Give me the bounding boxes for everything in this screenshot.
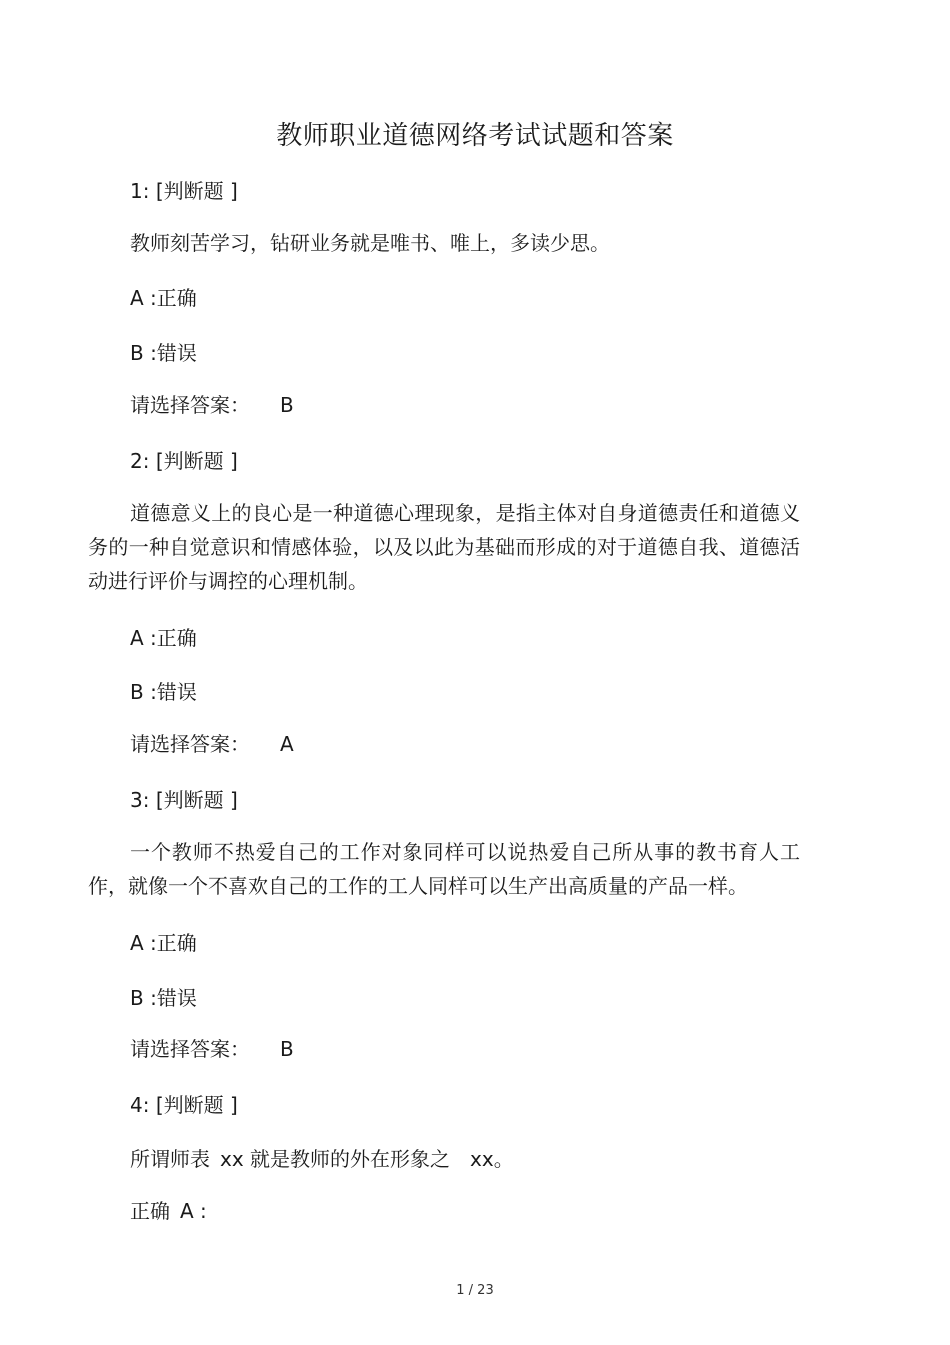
- question-4-text: [130, 1145, 514, 1173]
- question-4-header: 4: [判断题 ]: [130, 1093, 238, 1117]
- question-3-text: 一个教师不热爱自己的工作对象同样可以说热爱自己所从事的教书育人工作，就像一个不喜欢自己的工作的工人同样可以生产出高质量的产品一样。: [88, 840, 800, 898]
- question-3-option-b: B :错误: [130, 986, 197, 1010]
- question-1-answer: [130, 391, 294, 419]
- answer-label: 请选择答案：: [130, 393, 250, 417]
- answer-value: A: [280, 732, 294, 756]
- answer-value: B: [280, 1037, 294, 1061]
- question-1-option-b: B :错误: [130, 341, 197, 365]
- question-2-header: 2: [判断题 ]: [130, 449, 238, 473]
- question-3-option-a: A :正确: [130, 931, 197, 955]
- question-4-option-a-part1: 正确: [130, 1199, 170, 1223]
- question-2-text: 道德意义上的良心是一种道德心理现象，是指主体对自身道德责任和道德义务的一种自觉意识和情感体验，以及以此为基础而形成的对于道德自我、道德活动进行评价与调控的心理机制。: [88, 501, 800, 593]
- question-3-answer: [130, 1035, 294, 1063]
- question-4-text-part3: xx。: [470, 1147, 514, 1171]
- answer-value: B: [280, 393, 294, 417]
- question-4-option-a-part2: A :: [180, 1199, 207, 1223]
- question-2-option-a: A :正确: [130, 626, 197, 650]
- question-2-answer: [130, 730, 294, 758]
- document-title: 教师职业道德网络考试试题和答案: [276, 121, 674, 151]
- question-4-text-part2: xx 就是教师的外在形象之: [220, 1147, 451, 1171]
- question-3-header: 3: [判断题 ]: [130, 788, 238, 812]
- question-4-text-part1: 所谓师表: [130, 1147, 210, 1171]
- page-number: 1 / 23: [456, 1283, 494, 1298]
- question-1-text: 教师刻苦学习，钻研业务就是唯书、唯上，多读少思。: [130, 231, 610, 255]
- question-4-option-a: [130, 1197, 207, 1225]
- question-1-option-a: A :正确: [130, 286, 197, 310]
- question-2-option-b: B :错误: [130, 680, 197, 704]
- answer-label: 请选择答案：: [130, 732, 250, 756]
- question-1-header: 1: [判断题 ]: [130, 179, 238, 203]
- answer-label: 请选择答案：: [130, 1037, 250, 1061]
